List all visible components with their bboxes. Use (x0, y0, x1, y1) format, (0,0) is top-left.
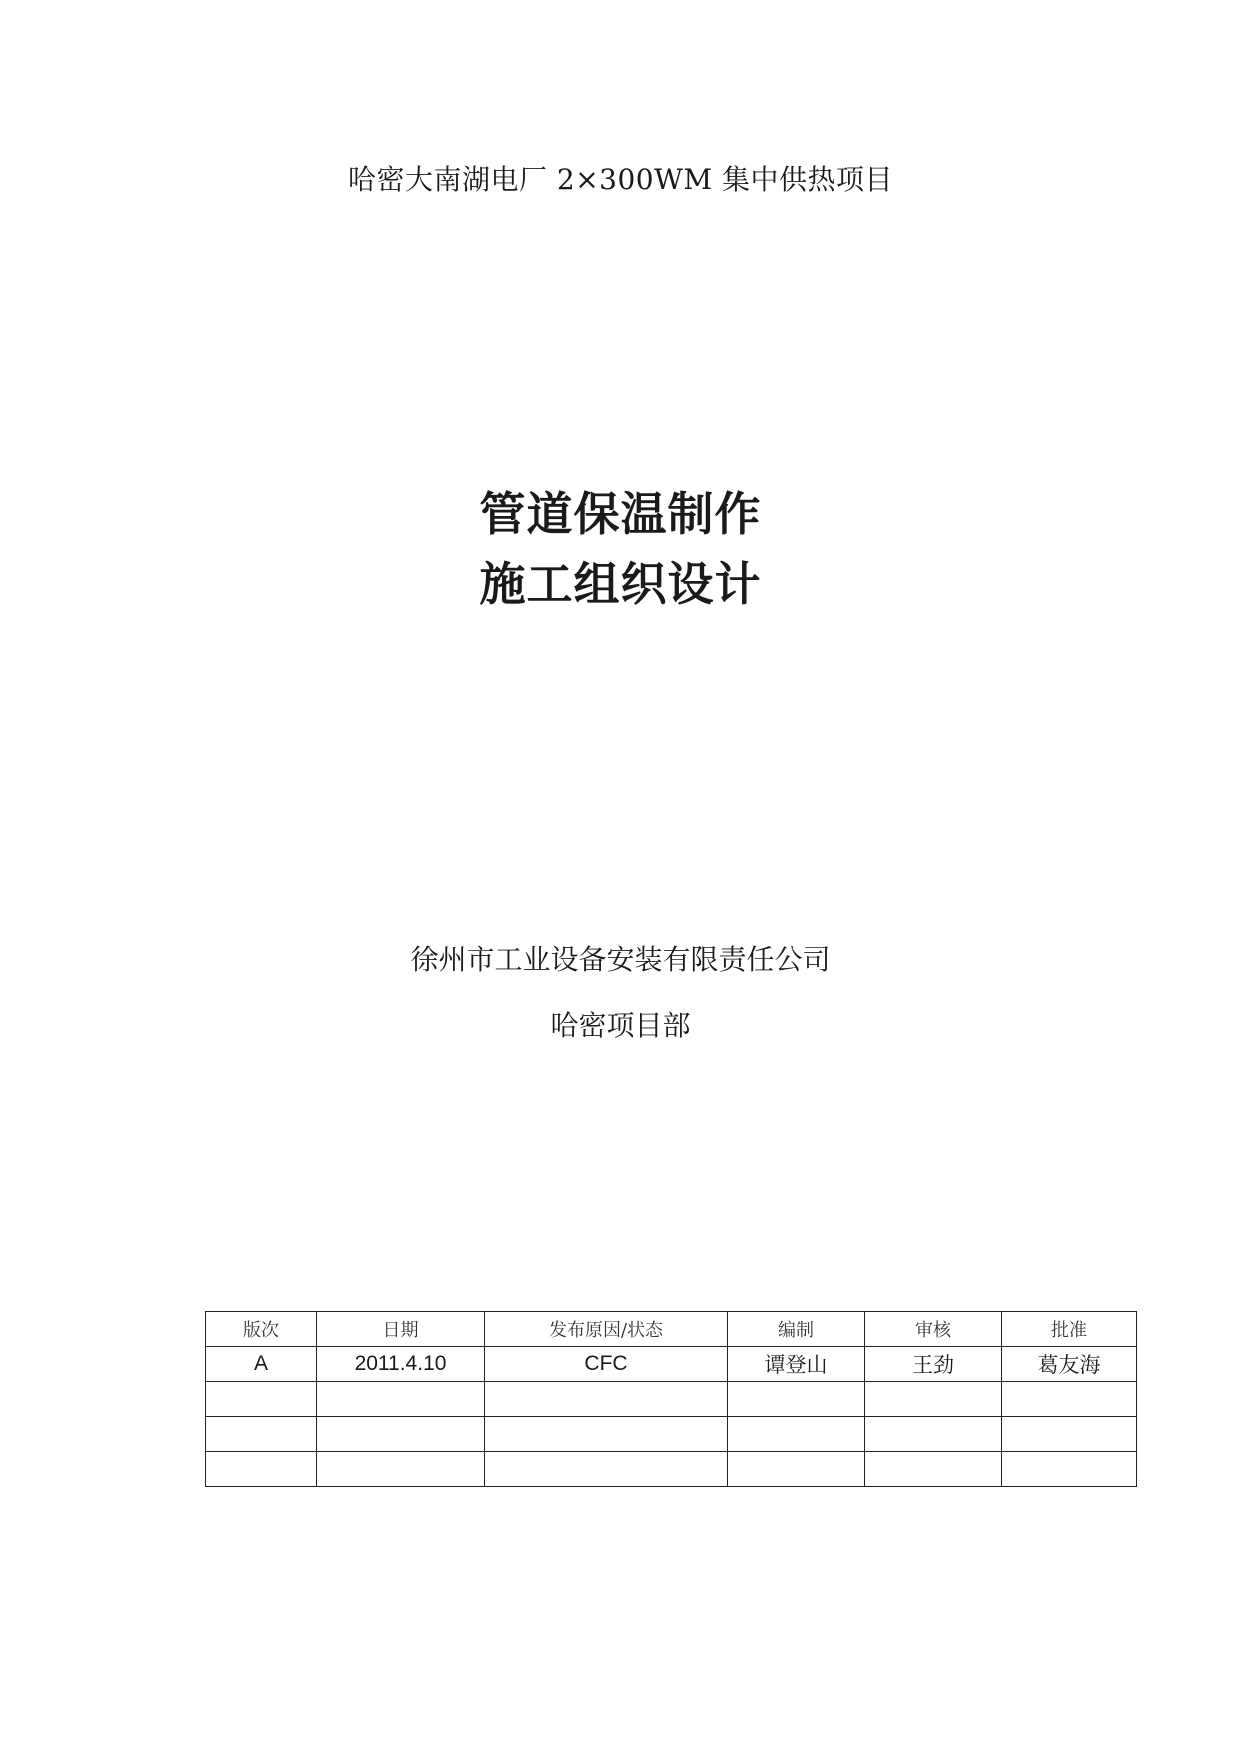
cell-prepared-by (728, 1452, 865, 1487)
header-date: 日期 (317, 1312, 485, 1347)
header-revision: 版次 (206, 1312, 317, 1347)
document-title-line-2: 施工组织设计 (479, 557, 762, 611)
cell-reviewed-by (865, 1382, 1002, 1417)
cell-status (485, 1417, 728, 1452)
project-name: 哈密大南湖电厂 2×300WM 集中供热项目 (348, 163, 893, 196)
table-row (206, 1382, 1137, 1417)
table-row (206, 1417, 1137, 1452)
header-approved-by: 批准 (1002, 1312, 1137, 1347)
header-reviewed-by: 审核 (865, 1312, 1002, 1347)
cell-date (317, 1452, 485, 1487)
department-name: 哈密项目部 (550, 1009, 691, 1042)
revision-table (205, 1311, 1137, 1487)
table-row (206, 1452, 1137, 1487)
header-release-reason-status: 发布原因/状态 (485, 1312, 728, 1347)
header-prepared-by: 编制 (728, 1312, 865, 1347)
cell-status (485, 1382, 728, 1417)
cell-approved-by: 葛友海 (1002, 1347, 1137, 1382)
cell-date: 2011.4.10 (317, 1347, 485, 1382)
cell-date (317, 1417, 485, 1452)
cell-reviewed-by: 王劲 (865, 1347, 1002, 1382)
cell-status: CFC (485, 1347, 728, 1382)
cell-reviewed-by (865, 1452, 1002, 1487)
table-row (206, 1347, 1137, 1382)
cell-status (485, 1452, 728, 1487)
cell-revision (206, 1452, 317, 1487)
cell-date (317, 1382, 485, 1417)
cell-revision: A (206, 1347, 317, 1382)
document-title-line-1: 管道保温制作 (479, 487, 762, 541)
cell-approved-by (1002, 1452, 1137, 1487)
company-name: 徐州市工业设备安装有限责任公司 (410, 943, 831, 976)
cell-prepared-by: 谭登山 (728, 1347, 865, 1382)
cell-approved-by (1002, 1417, 1137, 1452)
cell-prepared-by (728, 1417, 865, 1452)
table-header-row (206, 1312, 1137, 1347)
cell-reviewed-by (865, 1417, 1002, 1452)
cell-prepared-by (728, 1382, 865, 1417)
cell-revision (206, 1382, 317, 1417)
cell-approved-by (1002, 1382, 1137, 1417)
cell-revision (206, 1417, 317, 1452)
